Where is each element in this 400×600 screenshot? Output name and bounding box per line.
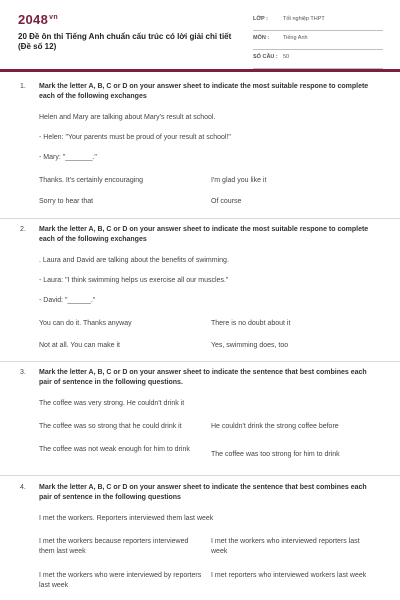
question-number: 3. xyxy=(20,369,26,376)
answer-option-a[interactable]: I met the workers because reporters interviewed them last week xyxy=(39,538,189,555)
answer-option-a[interactable]: The coffee was so strong that he could drink it xyxy=(39,423,182,430)
question-dialog-line: - Mary: "_______." xyxy=(39,154,97,161)
meta-label: MÔN : xyxy=(253,35,270,41)
answer-option-d[interactable]: Of course xyxy=(211,198,242,205)
question-context: Helen and Mary are talking about Mary's result at school. xyxy=(39,114,216,121)
answer-option-d[interactable]: Yes, swimming does, too xyxy=(211,342,289,349)
site-logo[interactable] xyxy=(18,12,58,27)
answer-option-d[interactable]: The coffee was too strong for him to drink xyxy=(211,451,340,458)
answer-option-c[interactable]: Not at all. You can make it xyxy=(39,342,120,349)
question-2 xyxy=(0,222,400,362)
meta-value: 50 xyxy=(283,54,290,60)
header-divider xyxy=(0,69,400,72)
logo-text: 2048 xyxy=(18,12,49,27)
meta-table xyxy=(253,12,383,69)
answer-option-c[interactable]: I met the workers who were interviewed by reporters last week xyxy=(39,572,202,589)
question-separator xyxy=(0,218,400,219)
meta-row-count xyxy=(253,50,383,69)
question-context: . Laura and David are talking about the benefits of swimming. xyxy=(39,257,229,264)
question-prompt: Mark the letter A, B, C or D on your answer sheet to indicate the most suitable respone to complete each of the following exchanges xyxy=(39,226,369,243)
answer-option-c[interactable]: The coffee was not weak enough for him to drink xyxy=(39,446,190,453)
question-number: 2. xyxy=(20,226,26,233)
answer-option-b[interactable]: I'm glad you like it xyxy=(211,177,267,184)
meta-value: Tiếng Anh xyxy=(283,35,308,41)
meta-row-subject xyxy=(253,31,383,50)
question-stem: I met the workers. Reporters interviewed them last week xyxy=(39,515,214,522)
question-4 xyxy=(0,480,400,600)
question-stem: The coffee was very strong. He couldn't drink it xyxy=(39,400,185,407)
question-dialog-line: - Helen: "Your parents must be proud of your result at school!" xyxy=(39,134,231,141)
question-prompt: Mark the letter A, B, C or D on your answer sheet to indicate the sentence that best combines each pair of sentence in the following questions xyxy=(39,484,367,501)
logo-suffix: vn xyxy=(49,14,58,21)
answer-option-b[interactable]: I met the workers who interviewed reporters last week xyxy=(211,538,360,555)
question-3 xyxy=(0,365,400,475)
answer-option-b[interactable]: He couldn't drink the strong coffee before xyxy=(211,423,339,430)
answer-option-d[interactable]: I met reporters who interviewed workers last week xyxy=(211,572,367,579)
question-dialog-line: - David: "______." xyxy=(39,297,96,304)
question-number: 4. xyxy=(20,484,26,491)
question-separator xyxy=(0,361,400,362)
answer-option-a[interactable]: Thanks. It's certainly encouraging xyxy=(39,177,144,184)
question-1 xyxy=(0,78,400,218)
answer-option-b[interactable]: There is no doubt about it xyxy=(211,320,291,327)
meta-label: LỚP : xyxy=(253,16,268,22)
question-separator xyxy=(0,475,400,476)
answer-option-a[interactable]: You can do it. Thanks anyway xyxy=(39,320,132,327)
meta-label: SỐ CÂU : xyxy=(253,54,278,60)
page-header xyxy=(0,0,400,72)
question-prompt: Mark the letter A, B, C or D on your answer sheet to indicate the sentence that best combines each pair of sentence in the following questions. xyxy=(39,369,367,386)
question-dialog-line: - Laura: "I think swimming helps us exercise all our muscles." xyxy=(39,277,229,284)
meta-row-class xyxy=(253,12,383,31)
answer-option-c[interactable]: Sorry to hear that xyxy=(39,198,94,205)
document-title: 20 Đề ôn thi Tiếng Anh chuẩn cấu trúc có lời giải chi tiết (Đề số 12) xyxy=(18,32,232,51)
question-prompt: Mark the letter A, B, C or D on your answer sheet to indicate the most suitable respone to complete each of the following exchanges xyxy=(39,83,369,100)
meta-value: Tốt nghiệp THPT xyxy=(283,16,325,22)
question-number: 1. xyxy=(20,83,26,90)
